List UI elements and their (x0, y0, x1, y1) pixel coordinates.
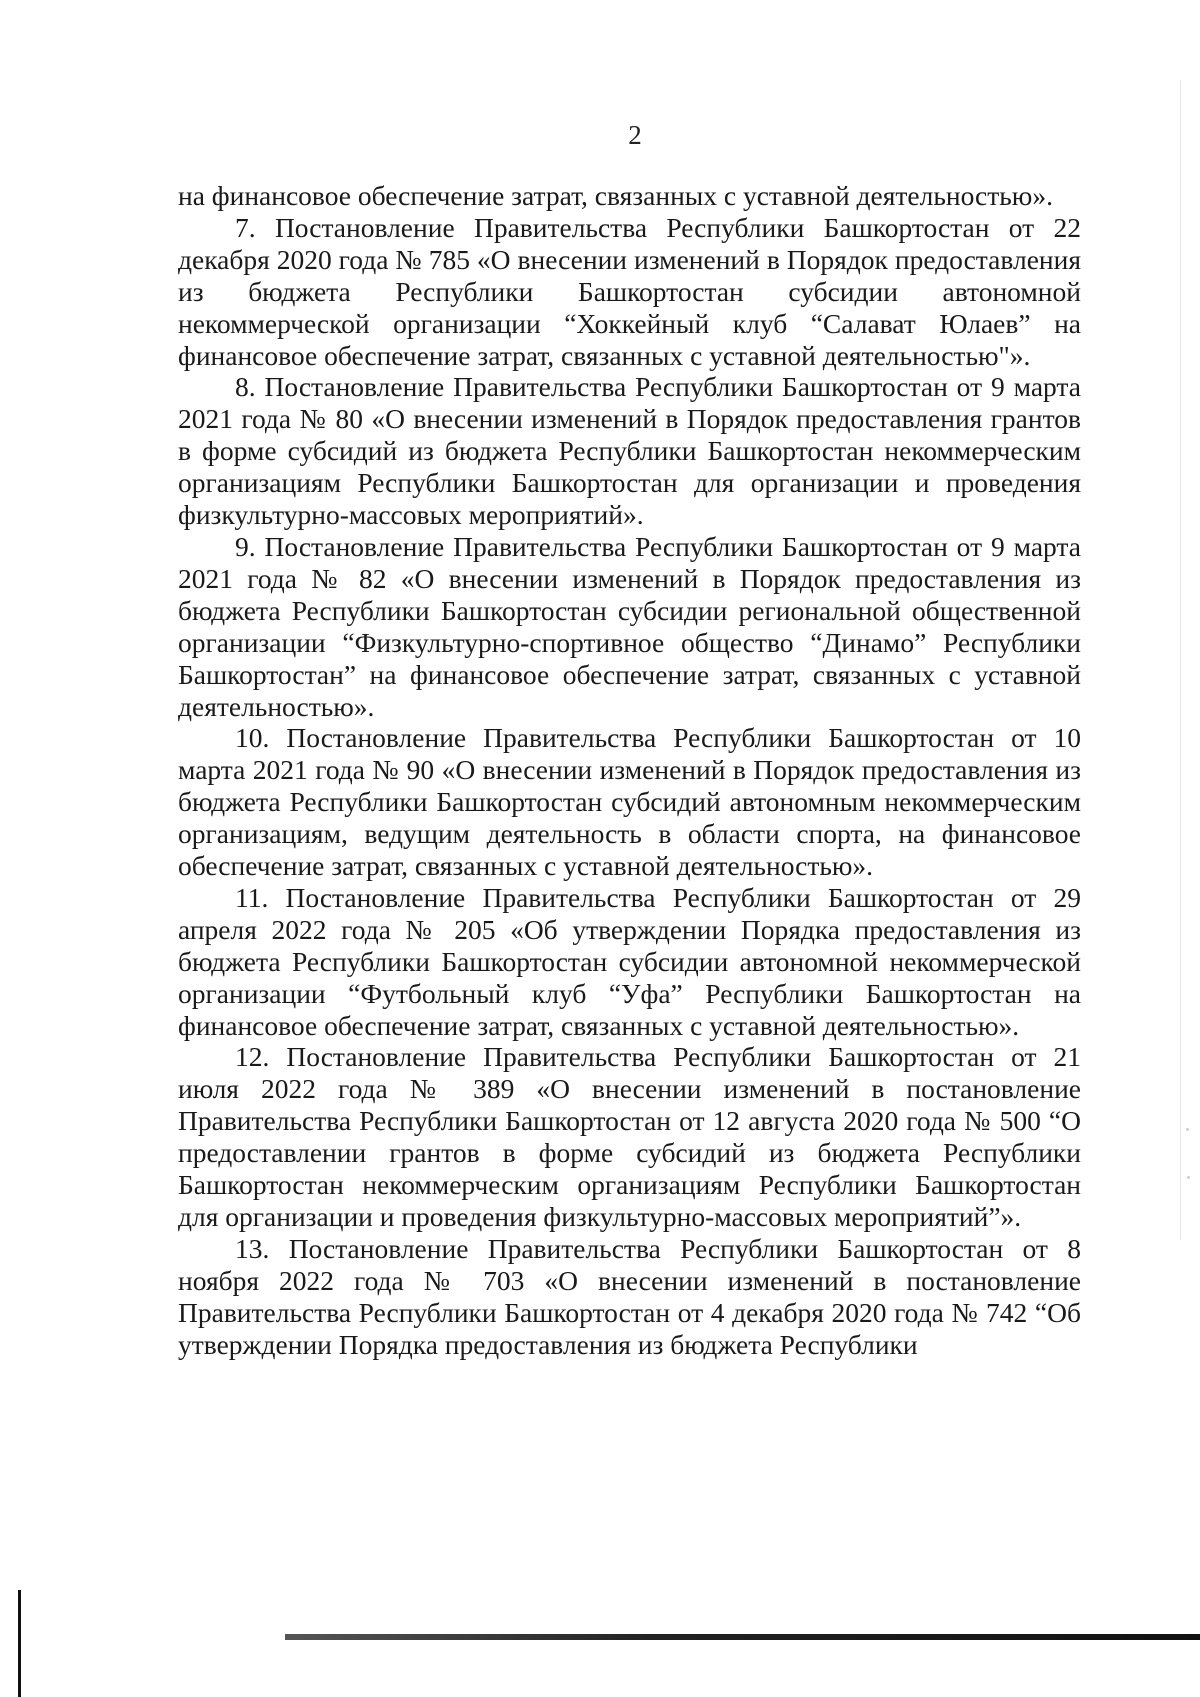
scan-edge-line-bottom (285, 1634, 1200, 1640)
scan-edge-line-left (18, 1590, 21, 1697)
paragraph-item-7: 7. Постановление Правительства Республики Башкортостан от 22 декабря 2020 года № 785 «О внесении изменений в Порядок предоставления из бюджета Республики Башкортостан субсидии автономной некоммерческой организации “Хоккейный клуб “Салават Юлаев” на финансовое обеспечение затрат, связанных с уставной деятельностью"». (178, 211, 1081, 371)
paragraph-item-9: 9. Постановление Правительства Республики Башкортостан от 9 марта 2021 года № 82 «О внесении изменений в Порядок предоставления из бюджета Республики Башкортостан субсидии региональной общественной организации “Физкультурно-спортивное общество “Динамо” Республики Башкортостан” на финансовое обеспечение затрат, связанных с уставной деятельностью». (178, 530, 1081, 722)
scan-edge-line (1180, 80, 1181, 1240)
paragraph-item-13: 13. Постановление Правительства Республики Башкортостан от 8 ноября 2022 года № 703 «О внесении изменений в постановление Правительства Республики Башкортостан от 4 декабря 2020 года № 742 “Об утверждении Порядка предоставления из бюджета Республики (178, 1232, 1081, 1360)
page-number: 2 (628, 120, 642, 150)
paragraph-item-11: 11. Постановление Правительства Республики Башкортостан от 29 апреля 2022 года № 205 «Об утверждении Порядка предоставления из бюджета Республики Башкортостан субсидии автономной некоммерческой организации “Футбольный клуб “Уфа” Республики Башкортостан на финансовое обеспечение затрат, связанных с уставной деятельностью». (178, 881, 1081, 1041)
scan-speck (1186, 1128, 1189, 1131)
paragraph-item-8: 8. Постановление Правительства Республики Башкортостан от 9 марта 2021 года № 80 «О внесении изменений в Порядок предоставления грантов в форме субсидий из бюджета Республики Башкортостан некоммерческим организациям Республики Башкортостан для организации и проведения физкультурно-массовых мероприятий». (178, 371, 1081, 531)
scan-speck (1187, 1176, 1190, 1179)
paragraph-item-10: 10. Постановление Правительства Республики Башкортостан от 10 марта 2021 года № 90 «О внесении изменений в Порядок предоставления из бюджета Республики Башкортостан субсидий автономным некоммерческим организациям, ведущим деятельность в области спорта, на финансовое обеспечение затрат, связанных с уставной деятельностью». (178, 722, 1081, 882)
paragraph-continuation: на финансовое обеспечение затрат, связанных с уставной деятельностью». (178, 180, 1053, 211)
document-body (178, 180, 1081, 1361)
paragraph-item-12: 12. Постановление Правительства Республики Башкортостан от 21 июля 2022 года № 389 «О внесении изменений в постановление Правительства Республики Башкортостан от 12 августа 2020 года № 500 “О предоставлении грантов в форме субсидий из бюджета Республики Башкортостан некоммерческим организациям Республики Башкортостан для организации и проведения физкультурно-массовых мероприятий”». (178, 1041, 1081, 1232)
